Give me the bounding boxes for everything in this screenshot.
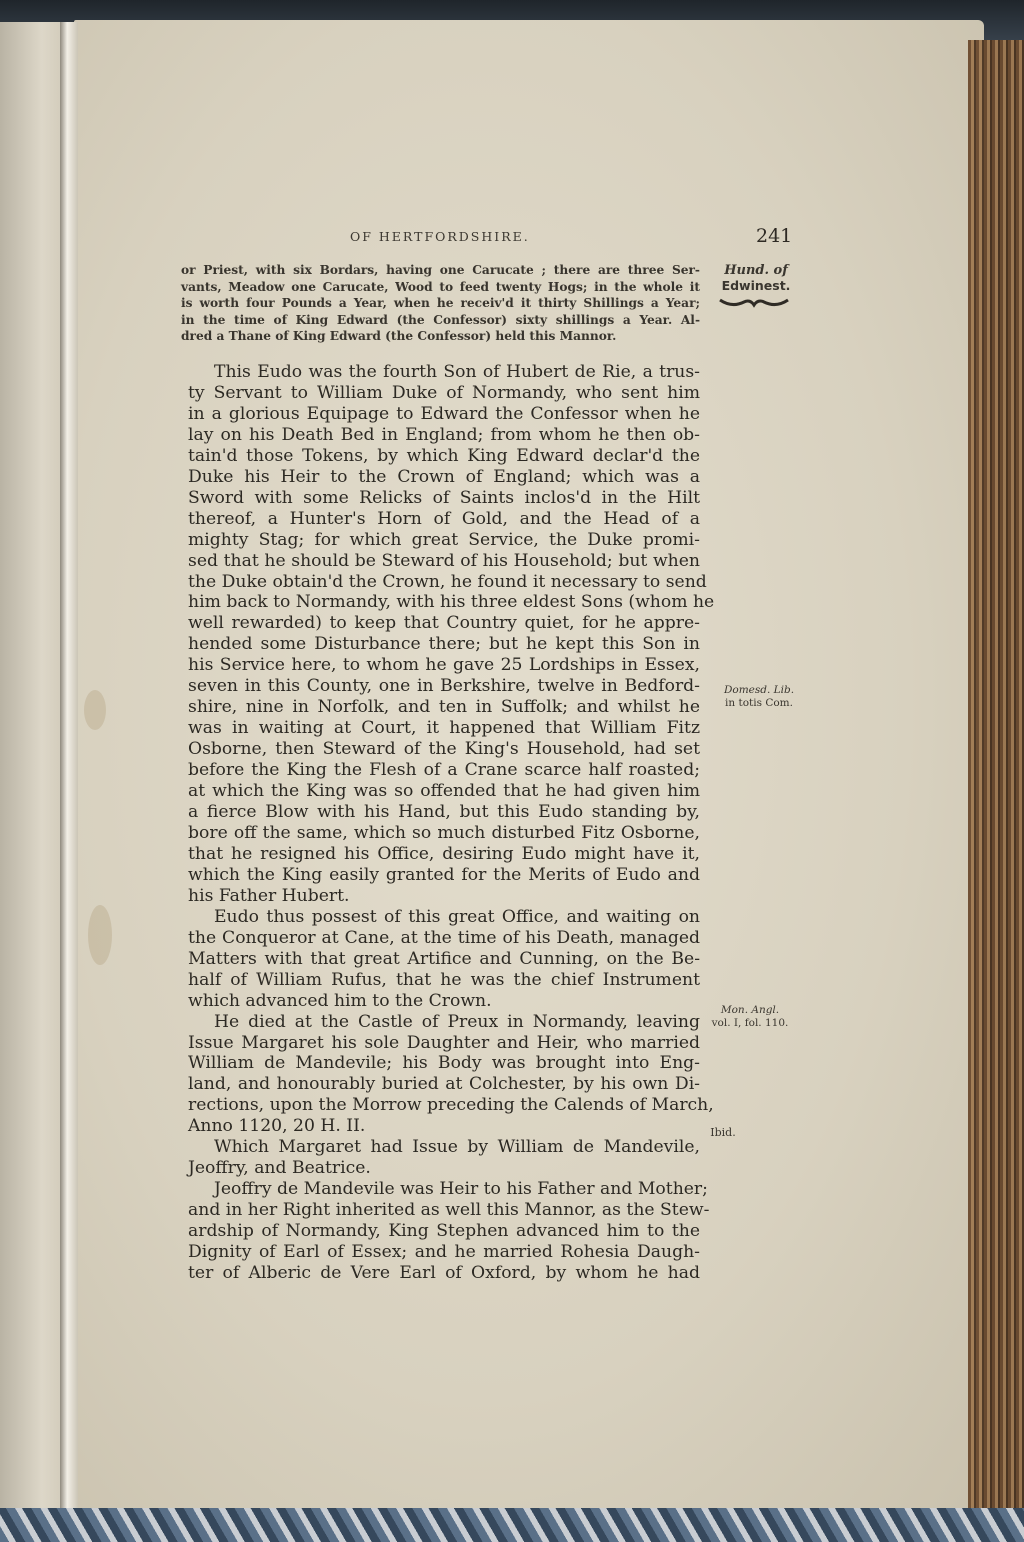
text-line: sed that he should be Steward of his Household; but when bbox=[188, 550, 700, 571]
margin-note-line: vol. I, fol. 110. bbox=[711, 1017, 789, 1029]
extract-line: or Priest, with six Bordars, having one Carucate ; there are three Ser- bbox=[181, 263, 700, 277]
text-line: the Conqueror at Cane, at the time of his Death, managed bbox=[188, 927, 700, 948]
text-line: half of William Rufus, that he was the chief Instrument bbox=[188, 969, 700, 990]
margin-note-monasticon bbox=[706, 1004, 794, 1030]
text-line: Dignity of Earl of Essex; and he married Rohesia Daugh- bbox=[188, 1242, 700, 1263]
text-line: shire, nine in Norfolk, and ten in Suffolk; and whilst he bbox=[188, 697, 700, 718]
text-line: thereof, a Hunter's Horn of Gold, and the Head of a bbox=[188, 508, 700, 529]
running-title: OF HERTFORDSHIRE. bbox=[350, 229, 530, 244]
text-line: Which Margaret had Issue by William de Mandevile, bbox=[214, 1137, 700, 1158]
text-line: Jeoffry, and Beatrice. bbox=[188, 1158, 371, 1179]
text-line: Anno 1120, 20 H. II. bbox=[188, 1116, 366, 1137]
text-line: Jeoffry de Mandevile was Heir to his Father and Mother; bbox=[214, 1179, 708, 1200]
domesday-extract bbox=[181, 262, 700, 345]
page-header bbox=[80, 225, 796, 251]
extract-line: in the time of King Edward (the Confessor) sixty shillings a Year. Al- bbox=[181, 312, 700, 327]
text-line: that he resigned his Office, desiring Eudo might have it, bbox=[188, 843, 700, 864]
text-line: ty Servant to William Duke of Normandy, who sent him bbox=[188, 382, 700, 403]
text-line: was in waiting at Court, it happened that William Fitz bbox=[188, 718, 700, 739]
text-line: seven in this County, one in Berkshire, twelve in Bedford- bbox=[188, 676, 700, 697]
text-line: which the King easily granted for the Merits of Eudo and bbox=[188, 864, 700, 885]
extract-line: vants, Meadow one Carucate, Wood to feed twenty Hogs; in the whole it bbox=[181, 279, 700, 294]
text-line: Matters with that great Artifice and Cunning, on the Be- bbox=[188, 948, 700, 969]
text-line: well rewarded) to keep that Country quiet, for he appre- bbox=[188, 613, 700, 634]
text-line: land, and honourably buried at Colchester, by his own Di- bbox=[188, 1074, 700, 1095]
margin-note-hundred bbox=[706, 263, 806, 293]
body-text bbox=[188, 362, 715, 1284]
text-line: Sword with some Relicks of Saints inclos'd in the Hilt bbox=[188, 487, 700, 508]
text-line: lay on his Death Bed in England; from whom he then ob- bbox=[188, 424, 700, 445]
text-line: ter of Alberic de Vere Earl of Oxford, by whom he had bbox=[188, 1262, 700, 1283]
text-line: rections, upon the Morrow preceding the Calends of March, bbox=[188, 1095, 714, 1116]
margin-note-line: Domesd. Lib. bbox=[723, 684, 795, 696]
foxing-stain bbox=[88, 905, 112, 965]
cloth-background bbox=[0, 1508, 1024, 1542]
text-line: which advanced him to the Crown. bbox=[188, 990, 492, 1011]
margin-note-domesday bbox=[706, 684, 812, 710]
margin-note-line: in totis Com. bbox=[725, 697, 793, 709]
text-line: his Father Hubert. bbox=[188, 885, 350, 906]
margin-note-line: Mon. Angl. bbox=[720, 1004, 780, 1016]
text-line: William de Mandevile; his Body was brought into Eng- bbox=[188, 1053, 700, 1074]
extract-line: is worth four Pounds a Year, when he receiv'd it thirty Shillings a Year; bbox=[181, 296, 700, 311]
margin-note-line: Hund. of bbox=[724, 263, 788, 278]
text-line: his Service here, to whom he gave 25 Lordships in Essex, bbox=[188, 655, 700, 676]
page-fore-edge bbox=[968, 40, 1024, 1510]
text-line: This Eudo was the fourth Son of Hubert de Rie, a trus- bbox=[214, 362, 700, 382]
text-line: ardship of Normandy, King Stephen advanced him to the bbox=[188, 1221, 700, 1242]
text-line: the Duke obtain'd the Crown, he found it necessary to send bbox=[188, 571, 707, 592]
text-line: and in her Right inherited as well this Mannor, as the Stew- bbox=[188, 1200, 710, 1221]
page-number: 241 bbox=[756, 225, 793, 247]
margin-note-ibid: Ibid. bbox=[710, 1126, 736, 1139]
text-line: Duke his Heir to the Crown of England; which was a bbox=[188, 466, 700, 487]
text-line: a fierce Blow with his Hand, but this Eudo standing by, bbox=[188, 802, 700, 823]
text-line: Osborne, then Steward of the King's Household, had set bbox=[188, 739, 700, 760]
text-line: Eudo thus possest of this great Office, and waiting on bbox=[214, 906, 700, 927]
book-gutter bbox=[60, 22, 78, 1522]
text-line: bore off the same, which so much disturbed Fitz Osborne, bbox=[188, 822, 700, 843]
text-line: Issue Margaret his sole Daughter and Heir, who married bbox=[188, 1032, 700, 1053]
text-line: before the King the Flesh of a Crane scarce half roasted; bbox=[188, 760, 700, 781]
text-line: hended some Disturbance there; but he kept this Son in bbox=[188, 634, 700, 655]
extract-line: dred a Thane of King Edward (the Confessor) held this Mannor. bbox=[181, 329, 617, 344]
text-line: him back to Normandy, with his three eldest Sons (whom he bbox=[188, 592, 715, 613]
brace-ornament-icon bbox=[718, 296, 790, 310]
text-line: tain'd those Tokens, by which King Edward declar'd the bbox=[188, 445, 700, 466]
foxing-stain bbox=[84, 690, 106, 730]
margin-note-line: Edwinest. bbox=[721, 278, 791, 293]
text-line: mighty Stag; for which great Service, the Duke promi- bbox=[188, 529, 700, 550]
text-line: in a glorious Equipage to Edward the Confessor when he bbox=[188, 403, 700, 424]
text-line: at which the King was so offended that he had given him bbox=[188, 781, 700, 802]
text-line: He died at the Castle of Preux in Normandy, leaving bbox=[214, 1011, 700, 1032]
